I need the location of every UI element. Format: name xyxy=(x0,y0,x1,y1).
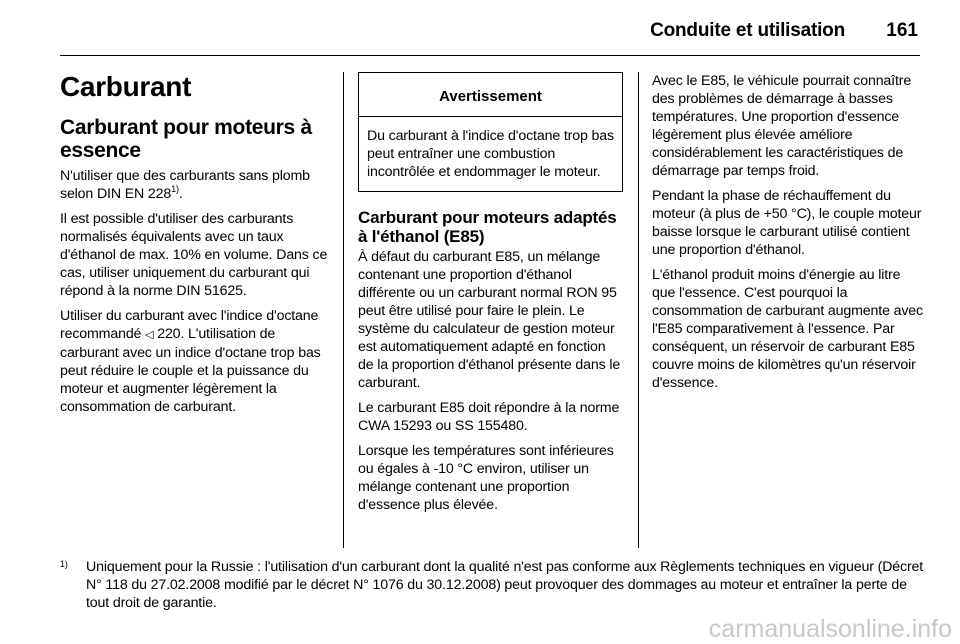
paragraph: Le carburant E85 doit répondre à la norme CWA 15293 ou SS 155480. xyxy=(358,400,620,434)
cross-reference-arrow-icon: ◁ xyxy=(145,329,154,341)
column-divider-2 xyxy=(638,72,639,548)
footnote-mark: 1) xyxy=(60,559,68,569)
column-2 xyxy=(358,72,623,521)
page-header xyxy=(0,0,960,58)
paragraph-text-end: . xyxy=(178,186,183,202)
paragraph: Il est possible d'utiliser des carburants normalisés équivalents avec un taux d'éthanol de max. 10% en volume. Dans ce cas, utiliser uniquement du carburant qui répond à la norme DIN 51625. xyxy=(60,211,328,299)
paragraph: L'éthanol produit moins d'énergie au litre que l'essence. C'est pourquoi la consommation de carburant augmente avec l'E85 comparativement à l'essence. Par conséquent, un réservoir de carburant E85 couvre moins de kilomètres qu'un réservoir d'essence. xyxy=(652,267,923,391)
warning-title: Avertissement xyxy=(439,88,542,105)
section-title: Carburant xyxy=(60,71,192,102)
paragraph xyxy=(60,167,330,203)
paragraph-text: N'utiliser que des carburants sans plomb selon DIN EN 228 xyxy=(60,168,310,202)
cross-reference-page[interactable]: 220 xyxy=(157,326,181,342)
warning-box xyxy=(358,72,623,192)
footnote-reference[interactable]: 1) xyxy=(171,184,179,194)
watermark: carmanualsonline.info xyxy=(708,615,952,643)
footnote-text: Uniquement pour la Russie : l'utilisation d'un carburant dont la qualité n'est pas conforme aux Règlements techniques en vigueur (Décret N° 118 du 27.02.2008 modifié par le décret N° 1076 du 30.12.2008) peut provoquer des dommages au moteur et entraîner la perte de tout droit de garantie. xyxy=(86,559,924,611)
paragraph: Pendant la phase de réchauffement du moteur (à plus de +50 °C), le couple moteur baisse lorsque le carburant utilisé contient une proportion d'éthanol. xyxy=(652,188,922,258)
warning-text: Du carburant à l'indice d'octane trop bas peut entraîner une combustion incontrôlée et endommager le moteur. xyxy=(367,128,614,180)
paragraph-text: . L'utilisation de carburant avec un indice d'octane trop bas peut réduire le couple et la puissance du moteur et augmenter légèrement la consommation de carburant. xyxy=(60,326,321,415)
paragraph: Avec le E85, le véhicule pourrait connaître des problèmes de démarrage à basses températures. Une proportion d'essence légèrement plus élevée améliore considérablement les caractéristiques de démarrage par temps froid. xyxy=(652,73,912,179)
paragraph-text: Utiliser du carburant avec l'indice d'octane recommandé xyxy=(60,308,319,342)
footnote xyxy=(60,558,924,612)
header-rule xyxy=(60,55,920,56)
column-3 xyxy=(652,72,924,399)
column-divider-1 xyxy=(343,72,344,548)
paragraph: Lorsque les températures sont inférieures ou égales à -10 °C environ, utiliser un mélange contenant une proportion d'essence plus élevée. xyxy=(358,443,614,513)
page-number: 161 xyxy=(886,20,918,41)
subsection-title: Carburant pour moteurs adaptés à l'éthanol (E85) xyxy=(358,208,617,246)
running-title: Conduite et utilisation xyxy=(650,20,845,41)
paragraph xyxy=(60,307,330,416)
subsection-title: Carburant pour moteurs à essence xyxy=(60,116,312,162)
column-1 xyxy=(60,72,330,423)
paragraph: À défaut du carburant E85, un mélange contenant une proportion d'éthanol différente ou un carburant normal RON 95 peut être utilisé pour faire le plein. Le système du calculateur de gestion moteur est automatiquement adapté en fonction de la proportion d'éthanol présente dans le carburant. xyxy=(358,249,621,391)
